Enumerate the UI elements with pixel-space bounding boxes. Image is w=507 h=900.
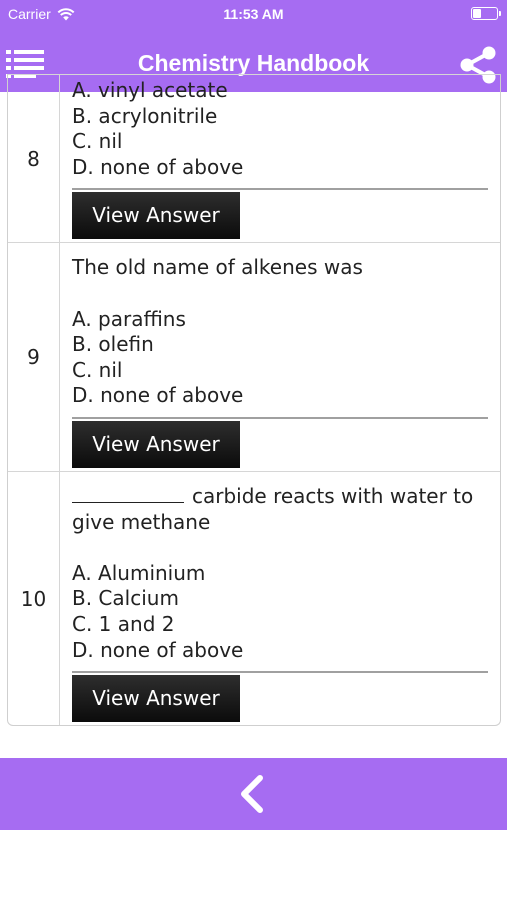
view-answer-button[interactable]: View Answer: [72, 675, 240, 722]
option: D. none of above: [72, 154, 244, 179]
question-number: 10: [8, 472, 60, 725]
question-number: 8: [8, 75, 60, 242]
option: B. olefin: [72, 332, 154, 357]
question-text: [72, 484, 488, 535]
divider: [72, 188, 488, 190]
option: B. Calcium: [72, 586, 179, 611]
question-text: The old name of alkenes was: [72, 255, 363, 280]
question-list[interactable]: [0, 78, 507, 758]
question-table: [7, 74, 501, 726]
chevron-left-icon: [233, 774, 273, 814]
option: A. vinyl acetate: [72, 78, 228, 102]
option: D. none of above: [72, 383, 244, 408]
option: B. acrylonitrile: [72, 103, 218, 128]
fill-in-blank: [72, 485, 184, 503]
option: C. 1 and 2: [72, 611, 175, 636]
view-answer-button[interactable]: View Answer: [72, 421, 240, 468]
page-title: Chemistry Handbook: [137, 50, 370, 76]
option: A. Aluminium: [72, 560, 206, 585]
option: A. paraffins: [72, 306, 186, 331]
question-row-10: [8, 471, 500, 725]
question-row-8: [8, 74, 500, 242]
back-button[interactable]: [233, 774, 273, 814]
question-number: 9: [8, 243, 60, 471]
option: D. none of above: [72, 637, 244, 662]
view-answer-button[interactable]: View Answer: [72, 192, 240, 239]
divider: [72, 671, 488, 673]
battery-icon: [471, 7, 498, 20]
status-bar: [0, 0, 507, 28]
question-text-content: carbide reacts with water to give methane: [72, 483, 474, 534]
option: C. nil: [72, 357, 123, 382]
option: C. nil: [72, 129, 123, 154]
bottom-bar: [0, 758, 507, 830]
carrier-label: Carrier: [8, 6, 51, 22]
question-row-9: [8, 242, 500, 471]
divider: [72, 417, 488, 419]
status-time: 11:53 AM: [223, 6, 284, 22]
